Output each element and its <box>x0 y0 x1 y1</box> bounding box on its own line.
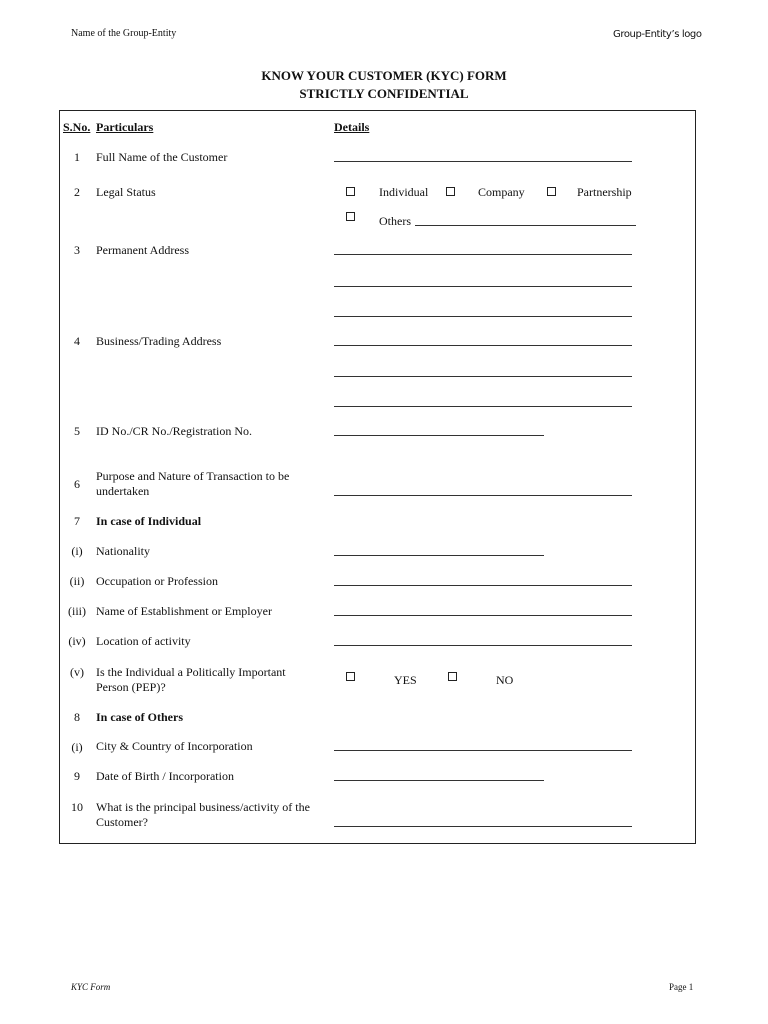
checkbox-company[interactable] <box>446 187 455 196</box>
row-number: 7 <box>74 514 80 528</box>
occupation-field[interactable] <box>334 585 632 586</box>
business-address-line-1[interactable] <box>334 345 632 346</box>
label-employer: Name of Establishment or Employer <box>96 604 272 618</box>
section-others: In case of Others <box>96 710 183 724</box>
nationality-field[interactable] <box>334 555 544 556</box>
label-legal-status: Legal Status <box>96 185 156 199</box>
column-header-sno: S.No. <box>63 120 91 134</box>
option-individual: Individual <box>379 185 429 199</box>
row-number: 2 <box>74 185 80 199</box>
label-occupation: Occupation or Profession <box>96 574 218 588</box>
footer-page-number: Page 1 <box>669 982 694 992</box>
label-nationality: Nationality <box>96 544 150 558</box>
checkbox-pep-yes[interactable] <box>346 672 355 681</box>
business-address-line-2[interactable] <box>334 376 632 377</box>
section-individual: In case of Individual <box>96 514 202 528</box>
row-number: 9 <box>74 769 80 783</box>
principal-business-field[interactable] <box>334 826 632 827</box>
row-number: 1 <box>74 150 80 164</box>
employer-field[interactable] <box>334 615 632 616</box>
checkbox-partnership[interactable] <box>547 187 556 196</box>
permanent-address-line-2[interactable] <box>334 286 632 287</box>
full-name-field[interactable] <box>334 161 632 162</box>
row-number: 3 <box>74 243 80 257</box>
row-number: (iv) <box>68 634 86 648</box>
city-country-field[interactable] <box>334 750 632 751</box>
option-partnership: Partnership <box>577 185 632 199</box>
label-pep-line-2: Person (PEP)? <box>96 680 166 694</box>
label-purpose-line-1: Purpose and Nature of Transaction to be <box>96 469 290 483</box>
column-header-particulars: Particulars <box>96 120 154 134</box>
option-pep-yes: YES <box>394 673 417 687</box>
row-number: 4 <box>74 334 80 348</box>
location-field[interactable] <box>334 645 632 646</box>
column-header-details: Details <box>334 120 370 134</box>
footer-form-name: KYC Form <box>71 982 111 992</box>
row-number: 6 <box>74 477 80 491</box>
label-purpose-line-2: undertaken <box>96 484 150 498</box>
permanent-address-line-1[interactable] <box>334 254 632 255</box>
label-full-name: Full Name of the Customer <box>96 150 228 164</box>
option-others: Others <box>379 214 411 228</box>
form-subtitle: STRICTLY CONFIDENTIAL <box>299 86 469 101</box>
checkbox-others[interactable] <box>346 212 355 221</box>
row-number: (v) <box>70 665 84 679</box>
row-number: 5 <box>74 424 80 438</box>
label-permanent-address: Permanent Address <box>96 243 189 257</box>
checkbox-pep-no[interactable] <box>448 672 457 681</box>
label-business-address: Business/Trading Address <box>96 334 222 348</box>
option-pep-no: NO <box>496 673 514 687</box>
row-number: (i) <box>71 544 83 558</box>
label-principal-business-line-1: What is the principal business/activity of the <box>96 800 310 814</box>
others-field[interactable] <box>415 225 636 226</box>
label-location: Location of activity <box>96 634 191 648</box>
label-pep-line-1: Is the Individual a Politically Important <box>96 665 286 679</box>
entity-name: Name of the Group-Entity <box>71 28 177 39</box>
option-company: Company <box>478 185 525 199</box>
row-number: 8 <box>74 710 80 724</box>
permanent-address-line-3[interactable] <box>334 316 632 317</box>
row-number: (iii) <box>68 604 86 618</box>
label-date-of-birth: Date of Birth / Incorporation <box>96 769 234 783</box>
form-title: KNOW YOUR CUSTOMER (KYC) FORM <box>261 68 507 83</box>
label-id-number: ID No./CR No./Registration No. <box>96 424 252 438</box>
label-city-country: City & Country of Incorporation <box>96 739 253 753</box>
entity-logo-placeholder: Group-Entity’s logo <box>613 29 702 40</box>
row-number: 10 <box>71 800 83 814</box>
business-address-line-3[interactable] <box>334 406 632 407</box>
id-number-field[interactable] <box>334 435 544 436</box>
label-principal-business-line-2: Customer? <box>96 815 148 829</box>
checkbox-individual[interactable] <box>346 187 355 196</box>
purpose-field[interactable] <box>334 495 632 496</box>
date-of-birth-field[interactable] <box>334 780 544 781</box>
row-number: (ii) <box>69 574 85 588</box>
row-number: (i) <box>71 740 83 754</box>
